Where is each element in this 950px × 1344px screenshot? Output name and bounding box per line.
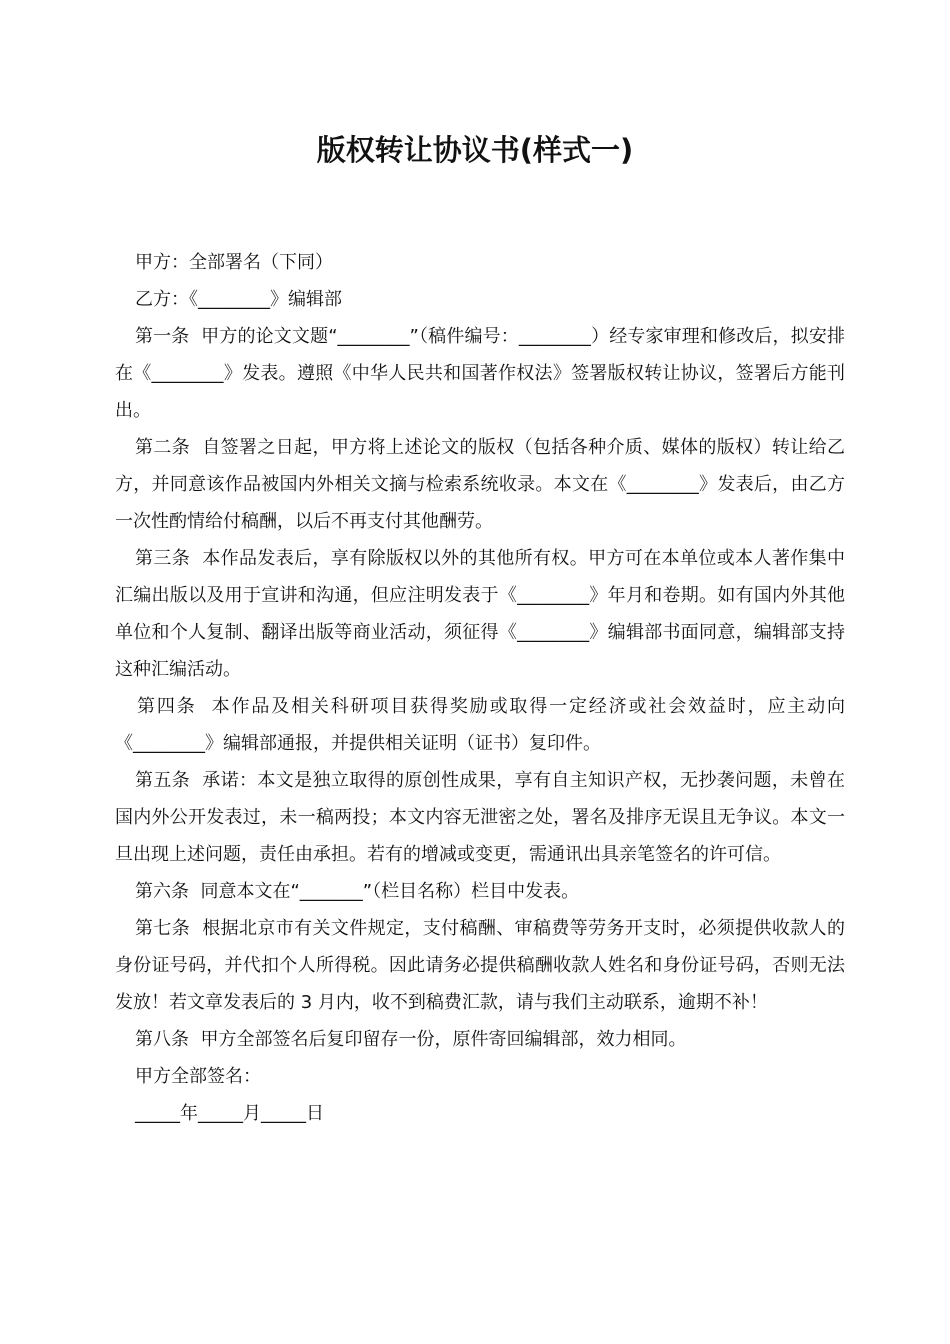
article-5: 第五条 承诺：本文是独立取得的原创性成果，享有自主知识产权，无抄袭问题，未曾在国内外公开发表过，未一稿两投；本文内容无泄密之处，署名及排序无误且无争议。本文一旦出现上述问题，责任由承担。若有的增减或变更，需通讯出具亲笔签名的许可信。 [115, 770, 845, 865]
signature-label: 甲方全部签名： [135, 1066, 261, 1087]
article-3: 第三条 本作品发表后，享有除版权以外的其他所有权。甲方可在本单位或本人著作集中汇编出版以及用于宣讲和沟通，但应注明发表于《________》年月和卷期。如有国内外其他单位和个人复制、翻译出版等商业活动，须征得《________》编辑部书面同意，编辑部支持这种汇编活动。 [115, 548, 845, 680]
document-title: 版权转让协议书(样式一) [316, 133, 634, 167]
article-2: 第二条 自签署之日起，甲方将上述论文的版权（包括各种介质、媒体的版权）转让给乙方，并同意该作品被国内外相关文摘与检索系统收录。本文在《________》发表后，由乙方一次性酌情给付稿酬，以后不再支付其他酬劳。 [115, 437, 845, 532]
article-7: 第七条 根据北京市有关文件规定，支付稿酬、审稿费等劳务开支时，必须提供收款人的身份证号码，并代扣个人所得税。因此请务必提供稿酬收款人姓名和身份证号码，否则无法发放！若文章发表后的 3 月内，收不到稿费汇款，请与我们主动联系，逾期不补！ [115, 918, 845, 1013]
article-6: 第六条 同意本文在“_______”（栏目名称）栏目中发表。 [135, 881, 580, 902]
party-b-line: 乙方：《________》编辑部 [135, 289, 342, 310]
document-body [115, 244, 845, 1132]
party-a-line: 甲方：全部署名（下同） [135, 252, 333, 273]
article-8: 第八条 甲方全部签名后复印留存一份，原件寄回编辑部，效力相同。 [135, 1029, 687, 1050]
date-line: _____年_____月_____日 [135, 1103, 324, 1124]
article-1: 第一条 甲方的论文文题“________”（稿件编号：________）经专家审理和修改后，拟安排在《________》发表。遵照《中华人民共和国著作权法》签署版权转让协议，签署后方能刊出。 [115, 326, 845, 421]
article-4: 第四条 本作品及相关科研项目获得奖励或取得一定经济或社会效益时，应主动向《________》编辑部通报，并提供相关证明（证书）复印件。 [115, 696, 845, 754]
